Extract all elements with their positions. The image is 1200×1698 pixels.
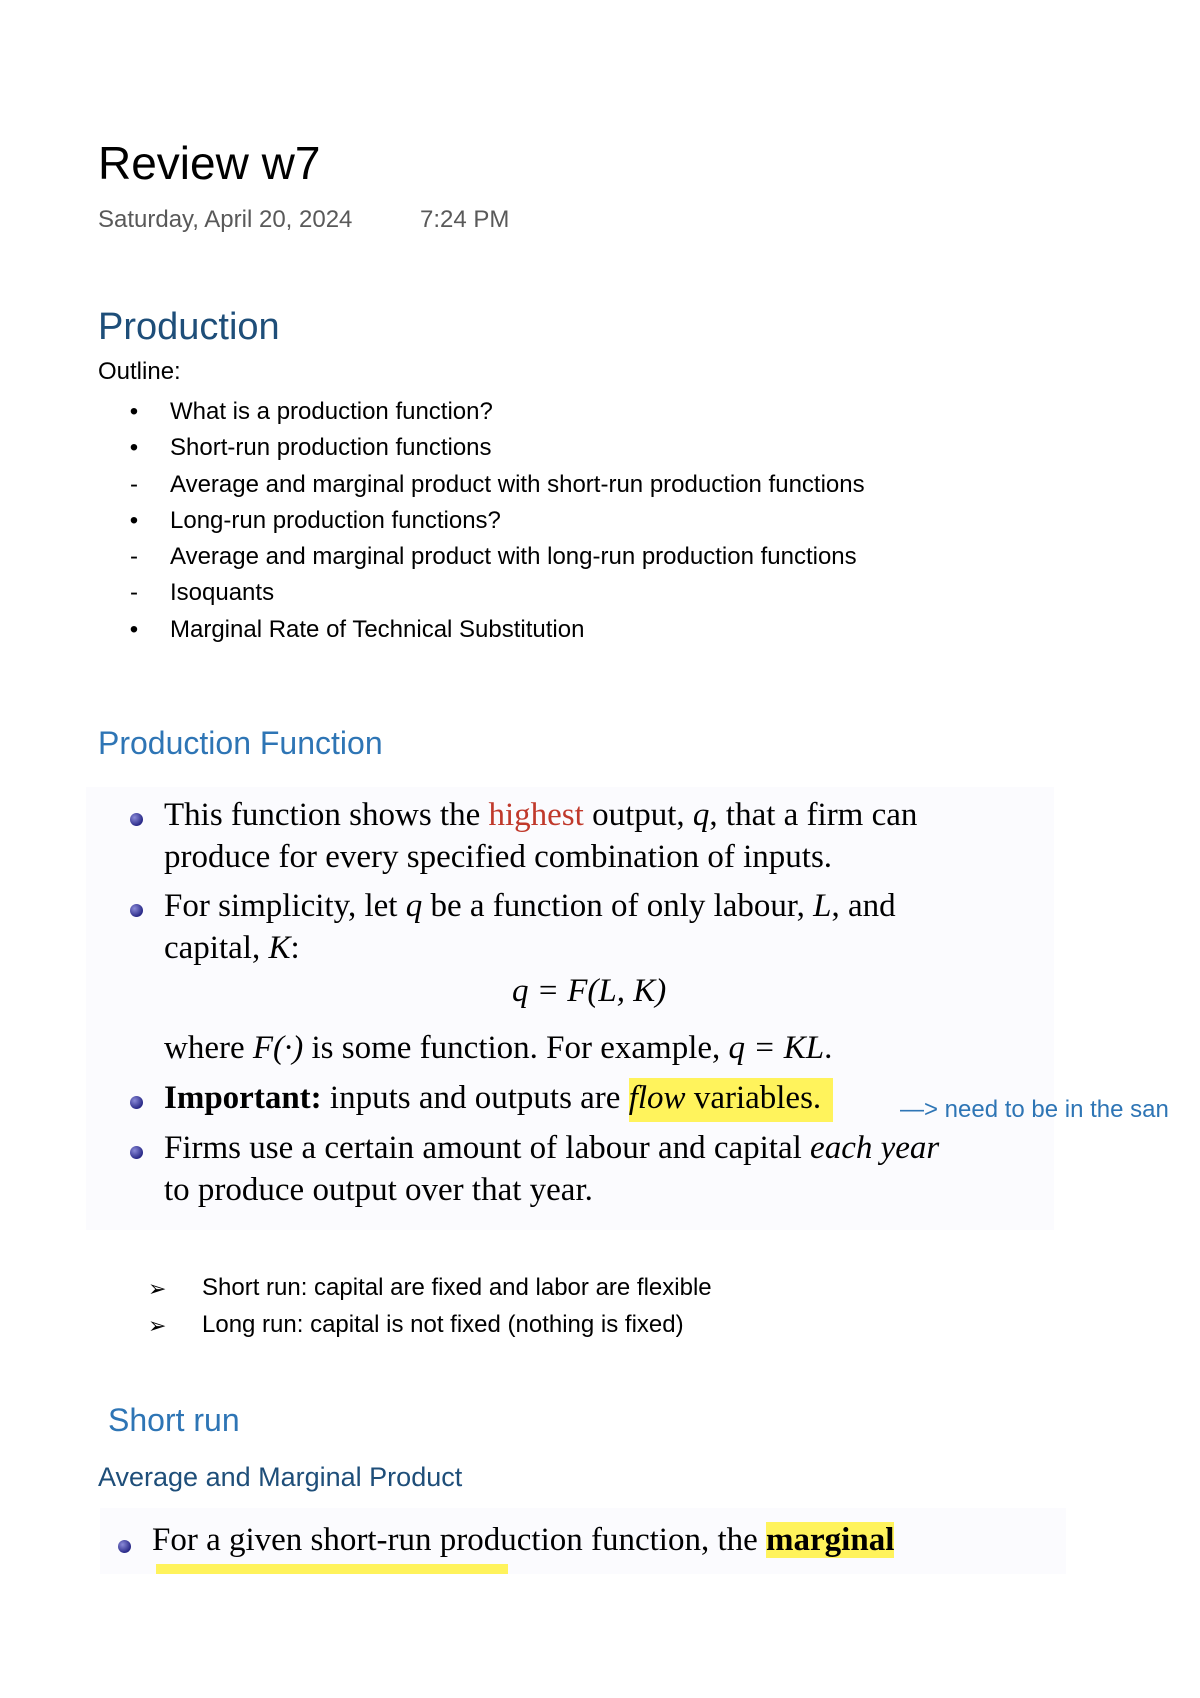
slide-text-line — [164, 888, 896, 925]
list-item-text: Short run: capital are fixed and labor are flexible — [202, 1274, 712, 1301]
outline-list — [0, 394, 1200, 648]
slide-bullet-icon — [118, 1540, 131, 1553]
list-item — [0, 430, 1200, 466]
slide-text-line — [164, 1030, 832, 1067]
slide-text-italic: each year — [810, 1130, 940, 1166]
slide-text: Firms use a certain amount of labour and capital — [164, 1130, 811, 1166]
slide-text-red: highest — [488, 797, 584, 833]
slide-text: For a given short-run production function, the — [152, 1522, 767, 1558]
slide-highlight — [629, 1078, 833, 1122]
list-item-text: Long run: capital is not fixed (nothing is fixed) — [202, 1311, 684, 1338]
bullet-marker: • — [129, 398, 139, 425]
slide-math: K — [268, 930, 291, 966]
handwritten-annotation: —> need to be in the san — [900, 1096, 1169, 1123]
slide-math: q — [405, 888, 423, 924]
list-item-text: What is a production function? — [170, 398, 493, 425]
list-item — [0, 503, 1200, 539]
list-item-text: Isoquants — [170, 579, 275, 607]
list-item-text: Long-run production functions? — [170, 506, 501, 534]
list-item-text: Short-run production functions — [170, 434, 492, 462]
slide-text-line — [164, 1130, 939, 1167]
list-item-text: Marginal Rate of Technical Substitution — [170, 615, 585, 643]
slide-math: L — [813, 888, 832, 924]
slide-text: be a function of only labour, — [422, 888, 814, 924]
slide-text: variables. — [685, 1080, 822, 1116]
arrow-bullet-icon: ➢ — [148, 1276, 167, 1301]
slide-text: capital, — [164, 930, 269, 966]
slide-bullet-icon — [130, 1146, 143, 1159]
bullet-marker: • — [129, 506, 139, 534]
slide-text: , and — [831, 888, 896, 924]
page-title: Review w7 — [98, 137, 321, 189]
slide-text: : — [290, 930, 300, 966]
slide-bullet-icon — [130, 904, 143, 917]
slide-math: F(·) — [252, 1030, 304, 1066]
slide-text-bold-highlight: marginal — [766, 1522, 895, 1558]
slide-math: q = KL — [728, 1030, 825, 1066]
slide-text-bold: Important: — [164, 1080, 322, 1116]
slide-math: q — [692, 797, 710, 833]
subheading-average-marginal: Average and Marginal Product — [98, 1462, 463, 1492]
slide-text-line: produce for every specified combination of inputs. — [164, 839, 833, 875]
slide-bullet-icon — [130, 813, 143, 826]
bullet-marker: - — [130, 543, 138, 571]
slide-text: For simplicity, let — [164, 888, 406, 924]
heading-production: Production — [98, 306, 280, 348]
slide-text: is some function. For example, — [303, 1030, 729, 1066]
slide-text: , that a firm can — [709, 797, 918, 833]
slide-bullet-icon — [130, 1096, 143, 1109]
slide-highlight-fragment — [156, 1564, 508, 1574]
list-item — [0, 575, 1200, 611]
bullet-marker: - — [130, 579, 138, 607]
bullet-marker: • — [129, 615, 139, 643]
slide-text-line: to produce output over that year. — [164, 1172, 593, 1208]
slide-text-line — [164, 930, 300, 967]
slide-text: . — [824, 1030, 833, 1066]
list-item-text: Average and marginal product with long-run production functions — [170, 543, 857, 571]
slide-text-line — [164, 1080, 833, 1117]
note-time: 7:24 PM — [420, 206, 510, 233]
slide-text: output, — [583, 797, 693, 833]
heading-production-function: Production Function — [98, 725, 383, 761]
bullet-marker: • — [129, 434, 139, 462]
slide-formula: q = F(L, K) — [512, 973, 667, 1009]
note-date: Saturday, April 20, 2024 — [98, 206, 353, 233]
slide-text: inputs and outputs are — [321, 1080, 629, 1116]
list-item — [0, 394, 1200, 430]
list-item — [0, 539, 1200, 575]
bullet-marker: - — [130, 470, 138, 498]
list-item — [0, 467, 1200, 503]
slide-text-italic: flow — [628, 1080, 686, 1116]
arrow-bullet-icon: ➢ — [148, 1313, 167, 1338]
slide-text-line — [164, 797, 917, 834]
outline-label: Outline: — [98, 358, 181, 385]
slide-text: where — [164, 1030, 253, 1066]
slide-text-line — [152, 1522, 894, 1559]
list-item-text: Average and marginal product with short-run production functions — [170, 470, 865, 498]
list-item — [0, 612, 1200, 648]
slide-text: This function shows the — [164, 797, 489, 833]
heading-short-run: Short run — [108, 1402, 240, 1438]
